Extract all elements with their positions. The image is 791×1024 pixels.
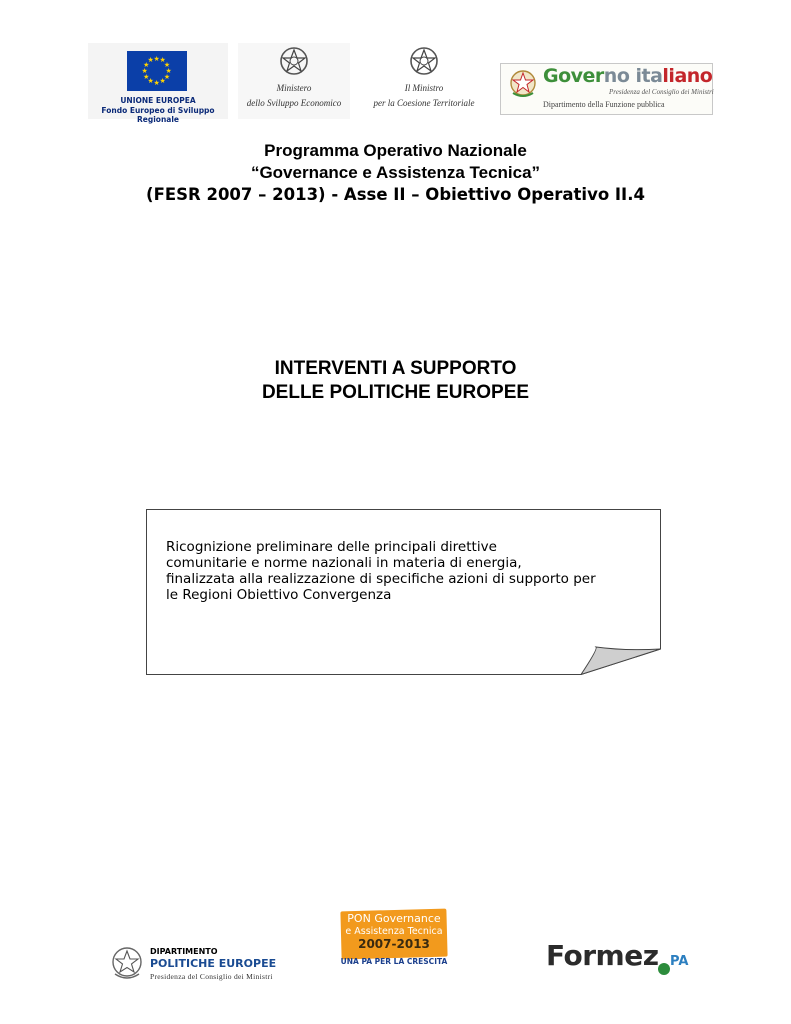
- programme-line3: (FESR 2007 – 2013) - Asse II – Obiettivo Operativo II.4: [146, 185, 645, 204]
- ministry2-line2: per la Coesione Territoriale: [373, 98, 475, 108]
- description-note-box: [146, 509, 661, 675]
- eu-logo-subtitle: Fondo Europeo di Sviluppo Regionale: [101, 106, 215, 124]
- document-title: [0, 357, 791, 405]
- eu-star-icon: ★: [147, 57, 154, 65]
- eu-star-icon: ★: [143, 73, 150, 81]
- programme-line2: “Governance e Assistenza Tecnica”: [250, 163, 541, 182]
- eu-star-icon: ★: [147, 77, 154, 85]
- eu-flag-icon: [127, 51, 187, 91]
- pon-logo-tagline: UNA PA PER LA CRESCITA: [340, 957, 448, 966]
- note-line: comunitarie e norme nazionali in materia di energia,: [166, 555, 522, 571]
- dip-logo-line3: Presidenza del Consiglio dei Ministri: [150, 972, 273, 981]
- eu-star-icon: ★: [153, 55, 160, 63]
- pon-logo-line2: e Assistenza Tecnica: [345, 926, 443, 937]
- dip-logo-line2: POLITICHE EUROPEE: [150, 957, 277, 970]
- eu-star-icon: ★: [159, 57, 166, 65]
- eu-star-icon: ★: [163, 61, 171, 69]
- gov-logo-department: Dipartimento della Funzione pubblica: [543, 100, 665, 109]
- eu-star-icon: ★: [163, 73, 171, 81]
- programme-line1: Programma Operativo Nazionale: [264, 141, 527, 160]
- document-title-line1: INTERVENTI A SUPPORTO: [274, 358, 517, 379]
- formez-logo-suffix: PA: [670, 954, 689, 969]
- italian-emblem-icon: [509, 69, 537, 99]
- gov-logo-title: Governo italiano: [543, 65, 713, 87]
- eu-star-icon: ★: [143, 61, 150, 69]
- dip-logo-line1: DIPARTIMENTO: [150, 947, 218, 956]
- ministry-territorial-cohesion-logo: [368, 43, 480, 119]
- italian-emblem-icon: [408, 45, 440, 77]
- pon-governance-logo: [338, 908, 450, 966]
- eu-star-icon: ★: [159, 77, 166, 85]
- note-line: le Regioni Obiettivo Convergenza: [166, 587, 392, 603]
- eu-star-icon: ★: [153, 79, 160, 87]
- italian-emblem-icon: [110, 946, 144, 982]
- note-line: Ricognizione preliminare delle principali direttive: [166, 539, 497, 555]
- document-title-line2: DELLE POLITICHE EUROPEE: [261, 382, 530, 403]
- ministry1-line2: dello Sviluppo Economico: [246, 98, 342, 108]
- eu-fesr-logo: [88, 43, 228, 124]
- eu-logo-title: UNIONE EUROPEA: [120, 96, 196, 105]
- programme-heading: [0, 140, 791, 206]
- ministry-economic-development-logo: [238, 43, 350, 119]
- note-text: [166, 539, 646, 603]
- italian-emblem-icon: [278, 45, 310, 77]
- eu-star-icon: ★: [141, 67, 148, 75]
- globe-icon: [658, 963, 670, 975]
- pon-logo-line1: PON Governance: [347, 912, 441, 925]
- pon-logo-years: 2007-2013: [358, 937, 430, 951]
- eu-star-icon: ★: [165, 67, 172, 75]
- dipartimento-politiche-europee-logo: [110, 945, 290, 985]
- gov-logo-subtitle: Presidenza del Consiglio dei Ministri: [609, 88, 714, 96]
- ministry2-line1: Il Ministro: [404, 83, 444, 93]
- formez-pa-logo: [546, 937, 696, 987]
- formez-logo-name: Formez: [546, 939, 659, 972]
- note-line: finalizzata alla realizzazione di specifiche azioni di supporto per: [166, 571, 596, 587]
- ministry1-line1: Ministero: [276, 83, 312, 93]
- governo-italiano-logo: [500, 63, 713, 115]
